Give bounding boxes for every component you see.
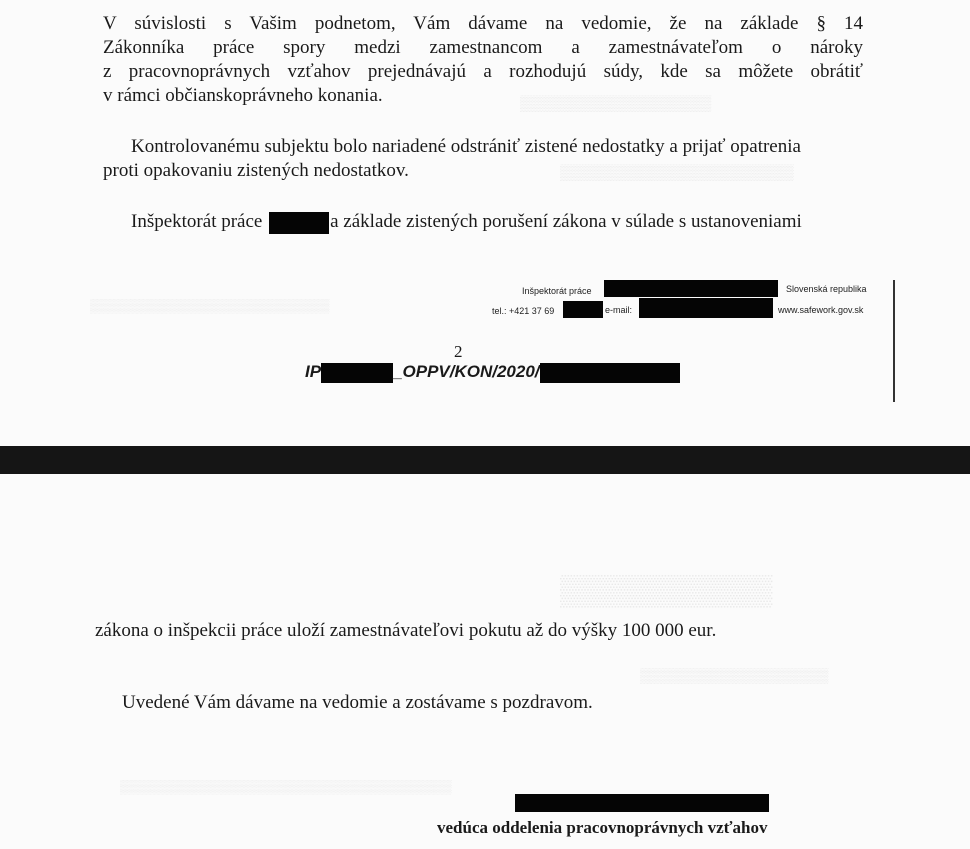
- text-line: z pracovnoprávnych vzťahov prejednávajú a rozhodujú súdy, kde sa môžete obrátiť: [103, 61, 863, 82]
- paragraph-fine: [95, 619, 716, 643]
- redaction-block: [321, 363, 393, 383]
- redaction-block: [269, 212, 329, 234]
- redaction-block: [639, 298, 773, 318]
- text-line: V súvislosti s Vašim podnetom, Vám dávame na vedomie, že na základe § 14: [103, 13, 863, 34]
- footer-org-label: Inšpektorát práce: [522, 286, 592, 296]
- redaction-block: [563, 301, 603, 318]
- text-fragment: a základe zistených porušení zákona v súlade s ustanoveniami: [330, 211, 802, 232]
- footer-redaction: [563, 301, 603, 318]
- scan-artifact: ▒▒▒▒▒▒▒▒▒▒▒▒▒▒▒▒▒▒▒▒▒▒: [560, 165, 794, 181]
- page-number: 2: [454, 342, 463, 361]
- paragraph-remedy: [103, 135, 871, 183]
- redaction-block: [515, 794, 769, 812]
- paragraph-closing: [122, 691, 593, 715]
- redaction-block: [604, 280, 778, 297]
- scan-artifact: ▒▒▒▒▒▒▒▒▒▒▒▒▒▒▒▒▒▒▒▒▒▒▒▒▒▒▒▒▒▒▒▒▒▒▒▒: [120, 779, 452, 794]
- docref-prefix: IP: [305, 362, 322, 381]
- footer-redaction: [604, 280, 778, 297]
- docref-middle: _OPPV/KON/2020/: [393, 362, 540, 381]
- footer-country: Slovenská republika: [786, 284, 867, 294]
- scan-artifact: ▒▒▒▒▒▒▒▒▒▒▒▒▒▒▒▒▒▒: [520, 96, 712, 112]
- scan-artifact: ▒▒▒▒▒▒▒▒▒▒▒▒▒▒▒▒▒▒▒▒▒▒▒▒▒▒: [90, 298, 330, 313]
- text-line: proti opakovaniu zistených nedostatkov.: [103, 160, 409, 181]
- footer-vertical-rule: [893, 280, 895, 402]
- paragraph-inspectorate: [131, 210, 871, 234]
- paragraph-jurisdiction: [103, 12, 863, 108]
- signature-redaction: [515, 794, 769, 812]
- text-line: Kontrolovanému subjektu bolo nariadené odstrániť zistené nedostatky a prijať opatrenia: [131, 136, 801, 157]
- text-line: Uvedené Vám dávame na vedomie a zostávame s pozdravom.: [122, 692, 593, 713]
- text-line: Zákonníka práce spory medzi zamestnancom a zamestnávateľom o nároky: [103, 37, 863, 58]
- text-line: v rámci občianskoprávneho konania.: [103, 85, 383, 106]
- scan-artifact: ▒▒▒▒▒▒▒▒▒▒: [560, 574, 773, 607]
- text-fragment: Inšpektorát práce: [131, 211, 263, 232]
- footer-website: www.safework.gov.sk: [778, 305, 864, 315]
- footer-phone: tel.: +421 37 69: [492, 306, 555, 316]
- signature-title: vedúca oddelenia pracovnoprávnych vzťahov: [437, 818, 768, 837]
- footer-redaction: [639, 298, 773, 318]
- scan-artifact: ▒▒▒▒▒▒▒▒▒▒▒▒▒▒▒▒▒▒▒: [640, 669, 829, 684]
- redaction-block: [540, 363, 680, 383]
- footer-email-label: e-mail:: [605, 305, 633, 315]
- letter-page-bottom: [0, 474, 970, 849]
- page-separator: [0, 446, 970, 474]
- document-reference: [305, 362, 680, 383]
- text-line: zákona o inšpekcii práce uloží zamestnávateľovi pokutu až do výšky 100 000 eur.: [95, 620, 717, 641]
